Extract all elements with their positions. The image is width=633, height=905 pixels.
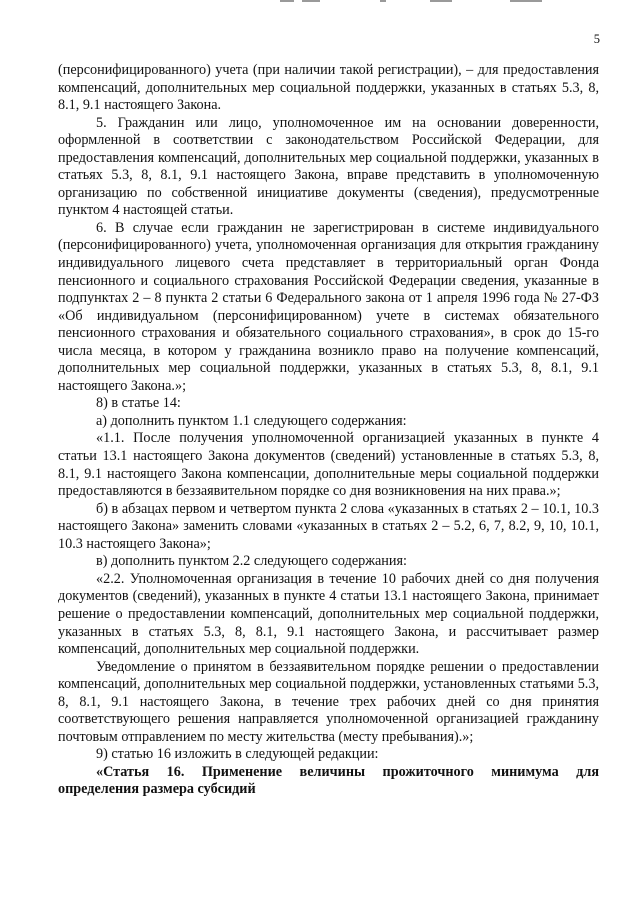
paragraph-4: 8) в статье 14:	[96, 395, 181, 412]
article-heading: «Статья 16. Применение величины прожиточного минимума для определения размера субсидий	[58, 763, 599, 798]
paragraph-6: «1.1. После получения уполномоченной организацией указанных в пункте 4 статьи 13.1 настоящего Закона документов (сведений) установленные в статьях 5.3, 8, 8.1, 9.1 настоящего Закона компенсации, дополнительные меры социальной поддержки предоставляются в беззаявительном порядке со дня возникновения на них права.»;	[58, 430, 599, 500]
paragraph-7: б) в абзацах первом и четвертом пункта 2 слова «указанных в статьях 2 – 10.1, 10.3 настоящего Закона» заменить словами «указанных в статьях 2 – 5.2, 6, 7, 8.2, 9, 10, 10.1, 10.3 настоящего Закона»;	[58, 500, 599, 552]
paragraph-8: в) дополнить пунктом 2.2 следующего содержания:	[96, 553, 407, 570]
document-body	[58, 62, 599, 799]
paragraph-2: 5. Гражданин или лицо, уполномоченное им на основании доверенности, оформленной в соответствии с законодательством Российской Федерации, для предоставления компенсаций, дополнительных мер социальной поддержки, указанных в статьях 5.3, 8, 8.1, 9.1 настоящего Закона, вправе представить в уполномоченную организацию по собственной инициативе документы (сведения), предусмотренные пунктом 4 настоящей статьи.	[58, 114, 599, 219]
paragraph-3: 6. В случае если гражданин не зарегистрирован в системе индивидуального (персонифицированного) учета, уполномоченная организация для открытия гражданину индивидуального лицевого счета представляет в территориальный орган Фонда пенсионного и социального страхования Российской Федерации сведения, указанные в подпунктах 2 – 8 пункта 2 статьи 6 Федерального закона от 1 апреля 1996 года № 27-ФЗ «Об индивидуальном (персонифицированном) учете в системах обязательного пенсионного страхования и обязательного социального страхования», в срок до 15-го числа месяца, в котором у гражданина возникло право на получение компенсаций, дополнительных мер социальной поддержки, указанных в статьях 5.3, 8, 8.1, 9.1 настоящего Закона.»;	[58, 219, 599, 394]
paragraph-9: «2.2. Уполномоченная организация в течение 10 рабочих дней со дня получения документов (сведений), указанных в пункте 4 статьи 13.1 настоящего Закона, принимает решение о предоставлении компенсаций, дополнительных мер социальной поддержки, указанных в статьях 5.3, 8, 8.1, 9.1 настоящего Закона, и рассчитывает размер компенсаций, дополнительных мер социальной поддержки.	[58, 570, 599, 658]
paragraph-11: 9) статью 16 изложить в следующей редакции:	[96, 746, 379, 763]
page-number: 5	[593, 32, 600, 46]
paragraph-5: а) дополнить пунктом 1.1 следующего содержания:	[96, 412, 407, 429]
paragraph-10: Уведомление о принятом в беззаявительном порядке решении о предоставлении компенсаций, дополнительных мер социальной поддержки, установленных статьями 5.3, 8, 8.1, 9.1 настоящего Закона, в течение трех рабочих дней со дня принятия соответствующего решения направляется уполномоченной организацией гражданину почтовым отправлением по месту жительства (месту пребывания).»;	[58, 658, 599, 745]
scan-marks	[280, 0, 580, 4]
paragraph-1: (персонифицированного) учета (при наличии такой регистрации), – для предоставления компенсаций, дополнительных мер социальной поддержки, указанных в статьях 5.3, 8, 8.1, 9.1 настоящего Закона.	[58, 62, 599, 114]
